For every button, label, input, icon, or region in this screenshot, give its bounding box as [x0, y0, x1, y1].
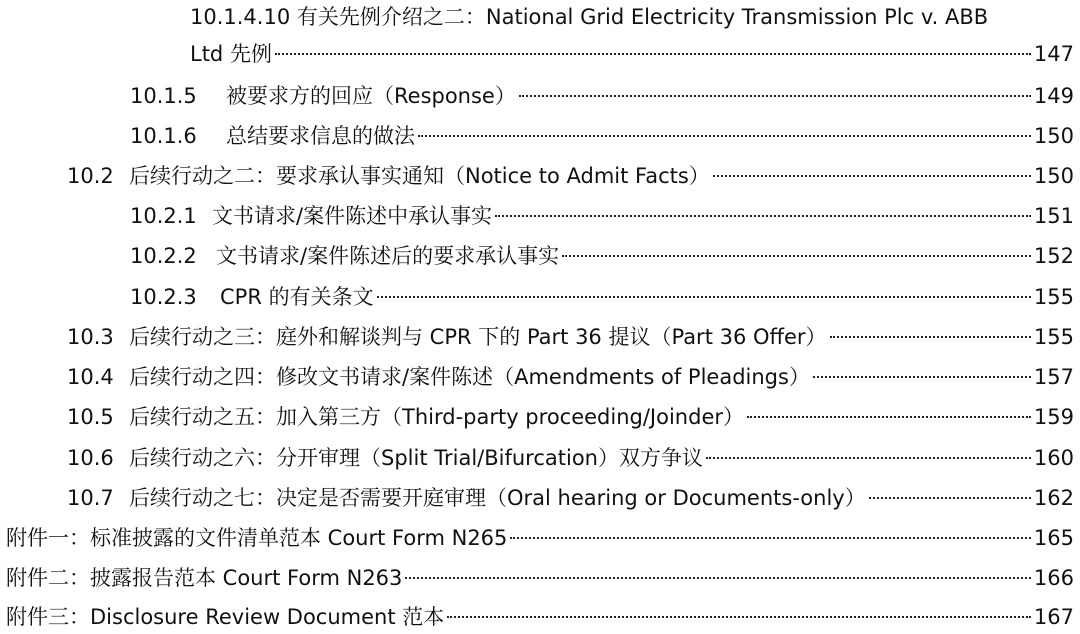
entry-title: 后续行动之五：加入第三方（Third-party proceeding/Joinder） [129, 405, 744, 429]
entry-number: 10.2.3 [130, 285, 197, 309]
toc-entry-10-1-6[interactable] [130, 119, 1074, 153]
page-number: 162 [1033, 486, 1074, 510]
entry-number: 10.1.5 [130, 84, 197, 108]
dot-leader [519, 95, 1031, 97]
entry-number: 10.3 [67, 325, 114, 349]
toc-entry-10-2-3[interactable] [130, 280, 1074, 314]
entry-number: 10.7 [67, 486, 114, 510]
toc-entry-10-1-4-10-line2[interactable] [190, 37, 1074, 71]
entry-title-continued: Ltd 先例 [190, 42, 272, 66]
dot-leader [830, 336, 1031, 338]
toc-entry-10-5[interactable] [67, 400, 1074, 434]
entry-title: 后续行动之六：分开审理（Split Trial/Bifurcation）双方争议 [129, 446, 703, 470]
page-number: 150 [1033, 164, 1074, 188]
dot-leader [495, 215, 1031, 217]
entry-title: 后续行动之四：修改文书请求/案件陈述（Amendments of Pleadings） [129, 365, 810, 389]
entry-title: 文书请求/案件陈述中承认事实 [212, 204, 493, 228]
toc-appendix-2[interactable] [6, 561, 1074, 595]
entry-title: 附件三：Disclosure Review Document 范本 [6, 605, 445, 629]
dot-leader [377, 296, 1031, 298]
dot-leader [747, 416, 1031, 418]
dot-leader [706, 457, 1031, 459]
dot-leader [562, 255, 1031, 257]
dot-leader [510, 537, 1031, 539]
entry-title: 总结要求信息的做法 [226, 124, 415, 148]
entry-title: 文书请求/案件陈述后的要求承认事实 [216, 244, 560, 268]
page-number: 155 [1033, 325, 1074, 349]
entry-number: 10.6 [67, 446, 114, 470]
toc-entry-10-7[interactable] [67, 481, 1074, 515]
entry-title: 有关先例介绍之二：National Grid Electricity Transmission Plc v. ABB [296, 5, 989, 29]
toc-entry-10-2[interactable] [67, 159, 1074, 193]
toc-appendix-3[interactable] [6, 600, 1074, 634]
dot-leader [813, 376, 1031, 378]
entry-number: 10.2 [67, 164, 114, 188]
toc-entry-10-6[interactable] [67, 441, 1074, 475]
entry-title: 附件二：披露报告范本 Court Form N263 [6, 566, 403, 590]
entry-number: 10.1.4.10 [190, 5, 291, 29]
entry-title: 附件一：标准披露的文件清单范本 Court Form N265 [6, 526, 508, 550]
toc-appendix-1[interactable] [6, 521, 1074, 555]
page-number: 165 [1033, 526, 1074, 550]
page-number: 159 [1033, 405, 1074, 429]
dot-leader [405, 577, 1031, 579]
toc-entry-10-4[interactable] [67, 360, 1074, 394]
page-number: 147 [1033, 42, 1074, 66]
entry-number: 10.4 [67, 365, 114, 389]
toc-entry-10-1-5[interactable] [130, 79, 1074, 113]
page-number: 160 [1033, 446, 1074, 470]
entry-title: 后续行动之三：庭外和解谈判与 CPR 下的 Part 36 提议（Part 36 Offer） [129, 325, 827, 349]
page-number: 166 [1033, 566, 1074, 590]
page-number: 151 [1033, 204, 1074, 228]
toc-entry-10-2-1[interactable] [130, 199, 1074, 233]
dot-leader [447, 616, 1031, 618]
page-number: 149 [1033, 84, 1074, 108]
page-number: 152 [1033, 244, 1074, 268]
entry-number: 10.5 [67, 405, 114, 429]
entry-number: 10.2.2 [130, 244, 197, 268]
page-number: 150 [1033, 124, 1074, 148]
toc-entry-10-2-2[interactable] [130, 239, 1074, 273]
toc-entry-10-1-4-10-line1 [190, 0, 988, 34]
entry-title: 后续行动之二：要求承认事实通知（Notice to Admit Facts） [129, 164, 710, 188]
entry-number: 10.2.1 [130, 204, 197, 228]
entry-number: 10.1.6 [130, 124, 197, 148]
entry-title: CPR 的有关条文 [220, 285, 374, 309]
entry-title: 被要求方的回应（Response） [226, 84, 516, 108]
dot-leader [713, 175, 1031, 177]
dot-leader [418, 135, 1031, 137]
page-number: 167 [1033, 605, 1074, 629]
entry-title: 后续行动之七：决定是否需要开庭审理（Oral hearing or Documents-only） [129, 486, 866, 510]
dot-leader [869, 497, 1031, 499]
page-number: 157 [1033, 365, 1074, 389]
dot-leader [275, 53, 1031, 55]
page-number: 155 [1033, 285, 1074, 309]
toc-entry-10-3[interactable] [67, 320, 1074, 354]
